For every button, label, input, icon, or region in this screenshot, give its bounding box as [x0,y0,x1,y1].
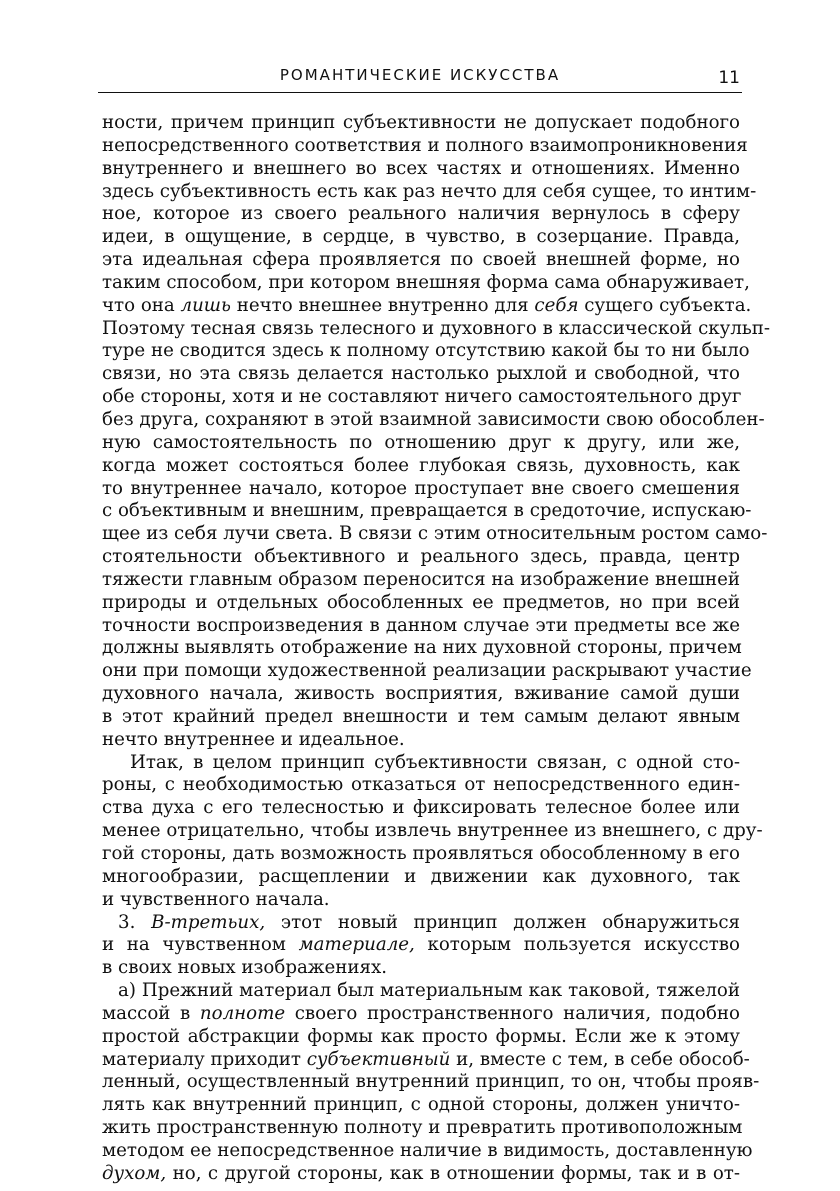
running-title: РОМАНТИЧЕСКИЕ ИСКУССТВА [279,66,561,84]
text-line [102,1003,740,1026]
text-line: многообразии, расщеплении и движении как духовного, так [102,865,740,887]
italic-text: себя [534,294,579,316]
text-line: они при помощи художественной реализации раскрывают участие [102,660,752,682]
text-run: что она [102,294,181,316]
text-line: непосредственного соответствия и полного взаимопроникновения [102,134,748,156]
text-line: ное, которое из своего реального наличия вернулось в сферу [102,203,740,225]
italic-text: полноте [199,1002,286,1024]
text-line: менее отрицательно, чтобы извлечь внутреннее из внешнего, с дру- [102,820,763,842]
text-line: туре не сводится здесь к полному отсутствию какой бы то ни было [102,340,750,362]
text-run: своего пространственного наличия, подобно [285,1002,740,1024]
text-line: точности воспроизведения в данном случае эти предметы все же [102,614,740,636]
text-line: природы и отдельных обособленных ее предметов, но при всей [102,591,740,613]
text-line: нечто внутреннее и идеальное. [102,728,405,750]
text-line: а) Прежний материал был материальным как таковой, тяжелой [118,980,740,1002]
text-run: 3. [118,911,152,933]
text-line: без друга, сохраняют в этой взаимной зависимости свою обособлен- [102,408,765,430]
text-run: материалу приходит [102,1048,307,1070]
text-line: стоятельности объективного и реального здесь, правда, центр [102,546,740,568]
text-line: ности, причем принцип субъективности не допускает подобного [102,112,740,133]
italic-text: духом, [102,1162,167,1184]
italic-text: субъективный [306,1048,451,1070]
text-line: в этот крайний предел внешности и тем самым делают явным [102,705,740,727]
text-run: и, вместе с тем, в себе обособ- [450,1048,750,1070]
text-line: Итак, в целом принцип субъективности связан, с одной сто- [130,751,740,773]
text-run: нечто внешнее внутренно для [230,294,535,316]
text-run: этот новый принцип должен обнаружиться [265,911,740,933]
text-line: жить пространственную полноту и превратить противоположным [102,1117,743,1139]
text-line: таким способом, при котором внешняя форма сама обнаруживает, [102,271,750,293]
text-line: должны выявлять отображение на них духовной стороны, причем [102,637,742,659]
text-line: обе стороны, хотя и не составляют ничего самостоятельного друг [102,386,742,408]
text-line [102,294,752,318]
text-line: то внутреннее начало, которое проступает вне своего смешения [102,477,740,499]
text-line: с объективным и внешним, превращается в средоточие, испускаю- [102,500,752,522]
italic-text: материале, [298,934,415,956]
text-line: методом ее непосредственное наличие в видимость, доставленную [102,1139,753,1161]
text-run: сущего субъекта. [578,294,752,316]
text-line: ную самостоятельность по отношению друг к другу, или же, [102,431,740,453]
body-text [102,112,771,1186]
text-line: щее из себя лучи света. В связи с этим относительным ростом само- [102,523,768,545]
text-line: когда может состояться более глубокая связь, духовность, как [102,454,740,476]
text-line: внутреннего и внешнего во всех частях и отношениях. Именно [102,157,740,179]
text-line: здесь субъективность есть как раз нечто для себя сущее, то интим- [102,180,757,202]
text-line: роны, с необходимостью отказаться от непосредственного един- [102,774,740,796]
text-line: эта идеальная сфера проявляется по своей внешней форме, но [102,249,740,271]
text-run: и на чувственном [102,934,299,956]
text-line: Поэтому тесная связь телесного и духовного в классической скульп- [102,317,771,339]
italic-text: В-третьих, [151,911,266,933]
italic-text: лишь [180,294,231,316]
text-line: связи, но эта связь делается настолько рыхлой и свободной, что [102,363,740,385]
text-line: тяжести главным образом переносится на изображение внешней [102,568,740,590]
text-line: в своих новых изображениях. [102,957,388,979]
text-line: лять как внутренний принцип, с одной стороны, должен уничто- [102,1094,740,1116]
text-line [102,1163,740,1186]
text-line [102,934,740,957]
text-line: ства духа с его телесностью и фиксировать телесное более или [102,797,740,819]
text-line: простой абстракции формы как просто формы. Если же к этому [102,1025,740,1047]
text-line: и чувственного начала. [102,888,330,910]
text-line: ленный, осуществленный внутренний принцип, то он, чтобы прояв- [102,1071,760,1093]
text-line: идеи, в ощущение, в сердце, в чувство, в созерцание. Правда, [102,226,740,248]
text-line: гой стороны, дать возможность проявляться обособленному в его [102,843,740,864]
text-line [102,912,740,935]
text-run: которым пользуется искусство [414,934,740,956]
text-run: массой в [102,1002,200,1024]
text-run: но, с другой стороны, как в отношении формы, так и в от- [166,1162,740,1184]
page-number: 11 [718,68,740,88]
page-header [98,64,742,93]
text-line [102,1048,750,1072]
text-line: духовного начала, живость восприятия, вживание самой души [102,683,740,705]
